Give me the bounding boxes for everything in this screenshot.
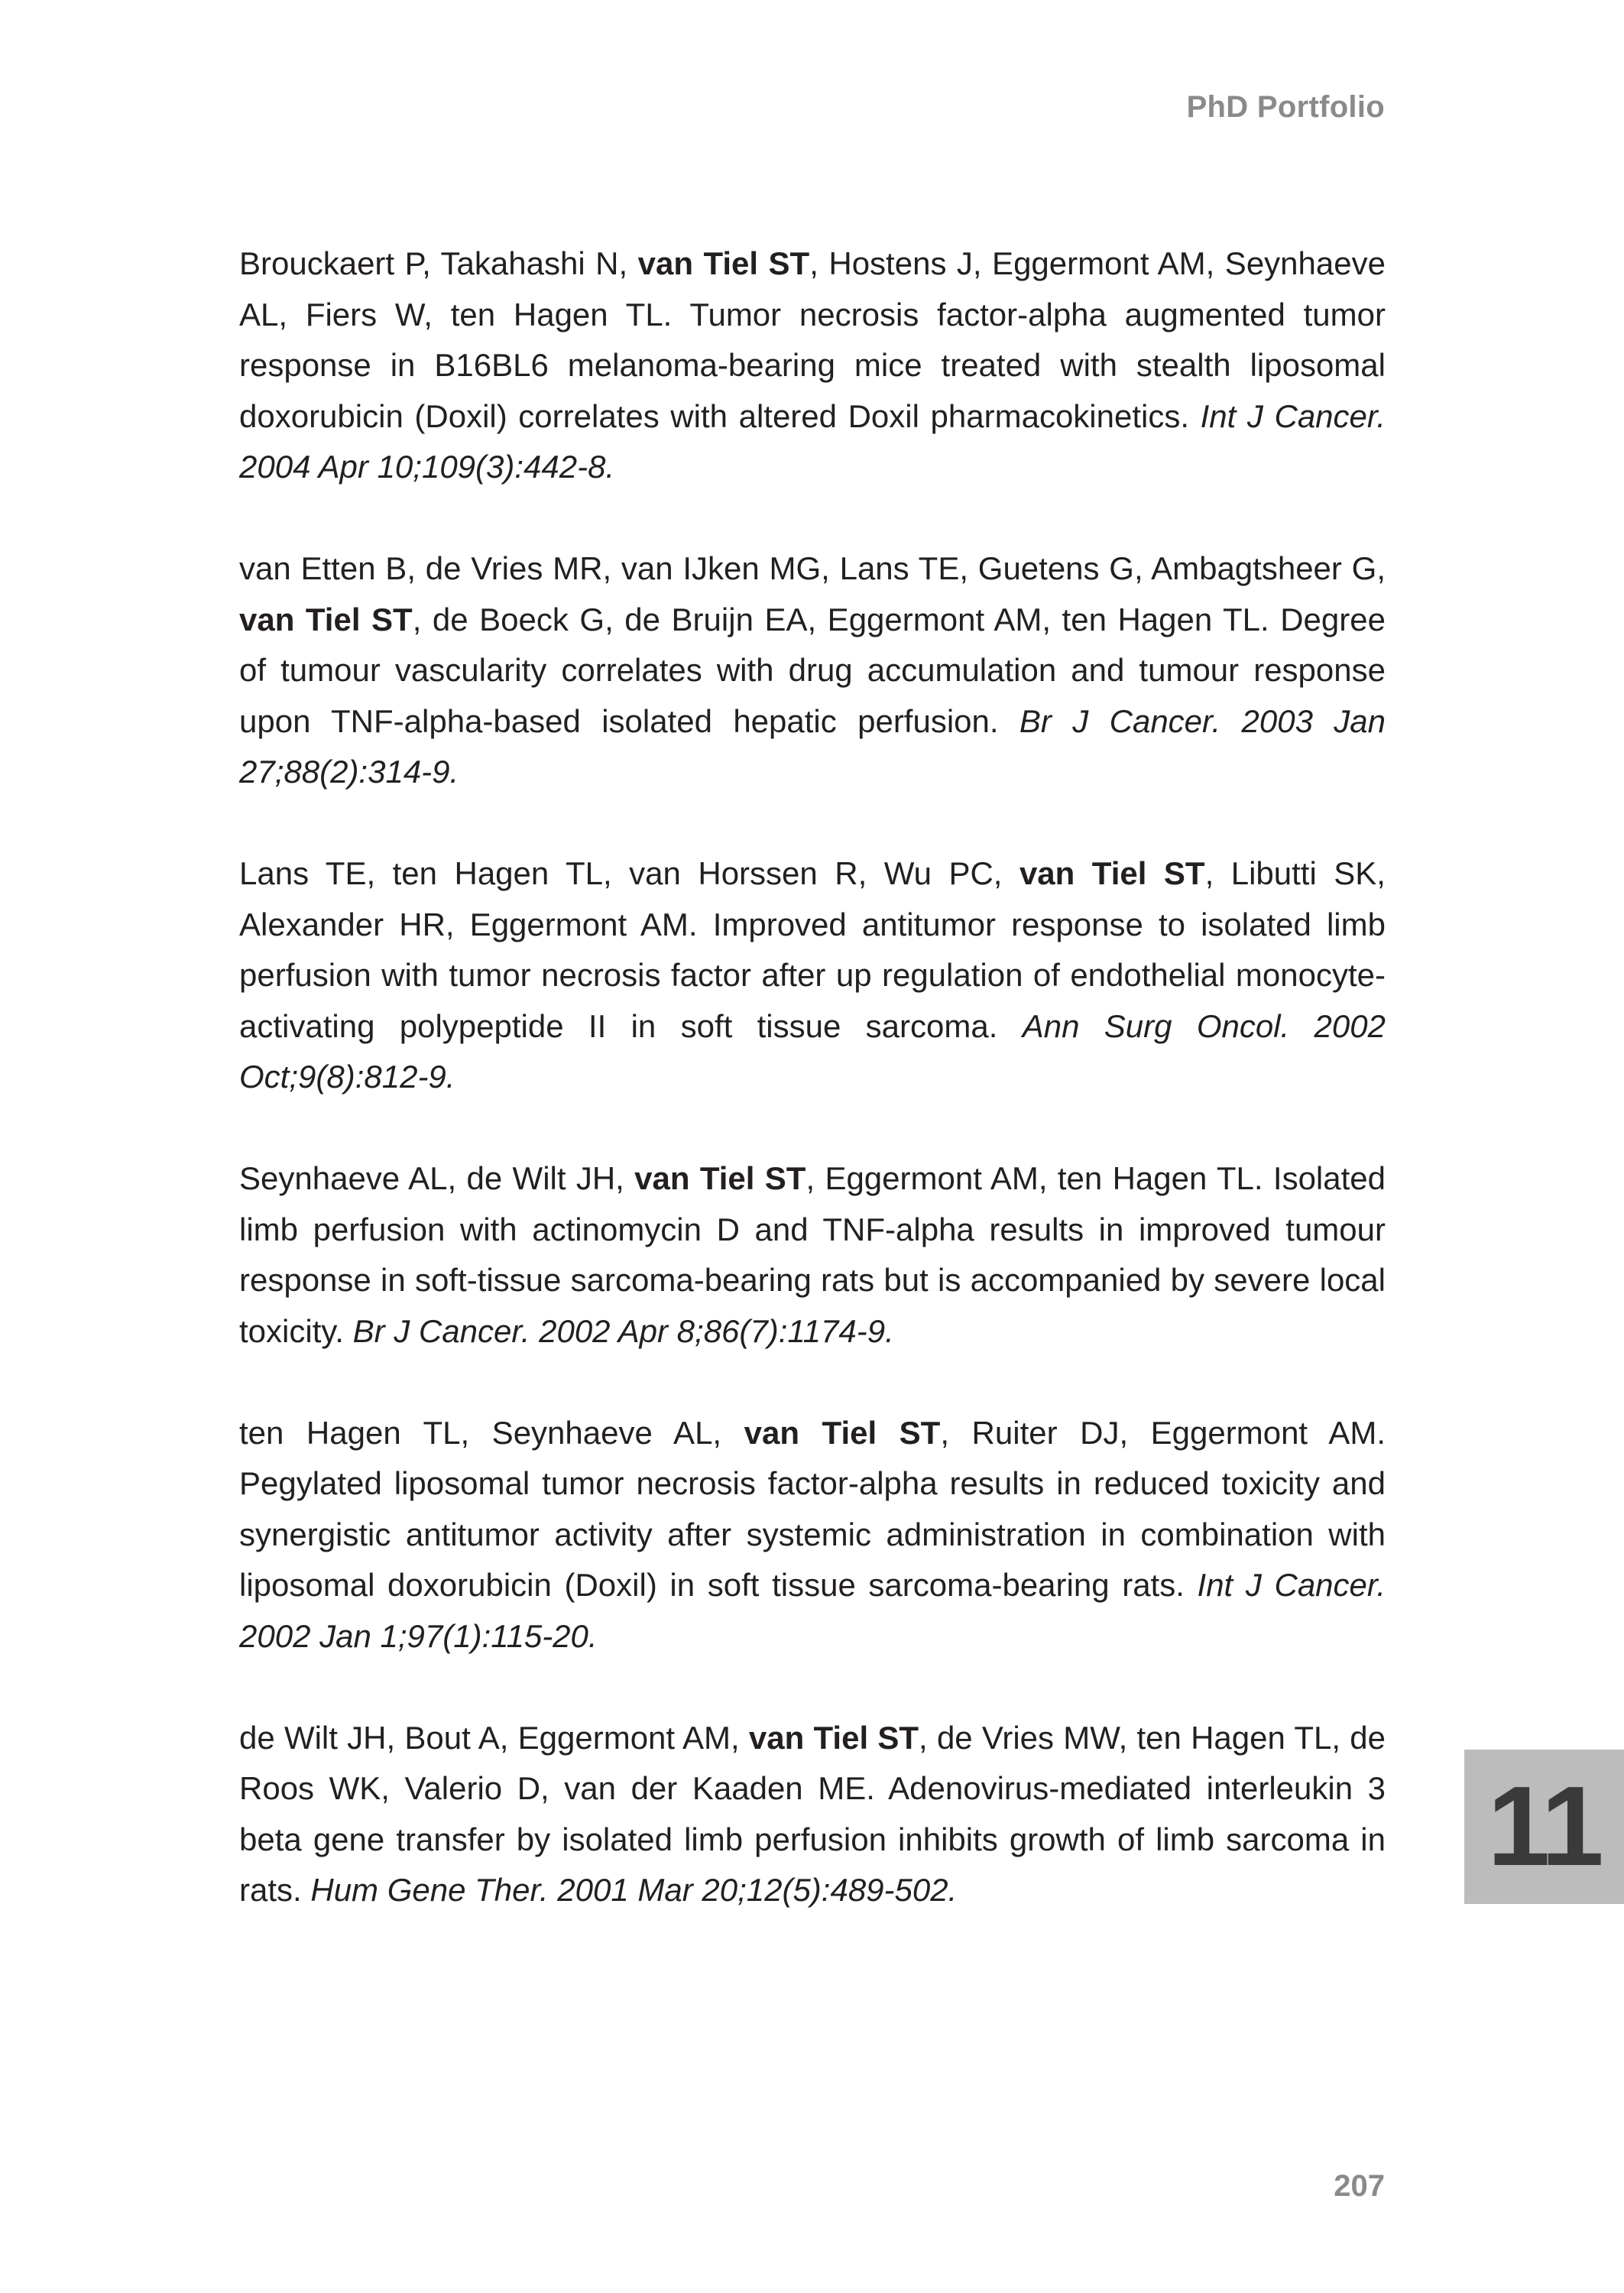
reference-text: , de Vries MW, ten Hagen TL, de Roos WK, Valerio D, van der Kaaden ME. Adenovirus-mediated interleukin 3 beta gene transfer by isolated limb perfusion inhibits growth of limb sarcoma in rats.	[239, 1719, 1386, 1908]
reference-citation: Ann Surg Oncol. 2002 Oct;9(8):812-9.	[239, 1007, 1386, 1095]
reference-item	[239, 543, 1386, 798]
reference-citation: Br J Cancer. 2003 Jan 27;88(2):314-9.	[239, 702, 1386, 790]
reference-citation: Br J Cancer. 2002 Apr 8;86(7):1174-9.	[352, 1312, 894, 1349]
reference-authors-before: de Wilt JH, Bout A, Eggermont AM,	[239, 1719, 749, 1756]
reference-authors-before: Seynhaeve AL, de Wilt JH,	[239, 1160, 635, 1196]
page-number: 207	[1334, 2169, 1385, 2203]
reference-text: , Ruiter DJ, Eggermont AM. Pegylated liposomal tumor necrosis factor-alpha results in reduced toxicity and synergistic antitumor activity after systemic administration in combination with liposomal doxorubicin (Doxil) in soft tissue sarcoma-bearing rats.	[239, 1414, 1386, 1603]
reference-text: , Eggermont AM, ten Hagen TL. Isolated limb perfusion with actinomycin D and TNF-alpha results in improved tumour response in soft-tissue sarcoma-bearing rats but is accompanied by severe local toxicity.	[239, 1160, 1386, 1349]
reference-text: , de Boeck G, de Bruijn EA, Eggermont AM, ten Hagen TL. Degree of tumour vascularity correlates with drug accumulation and tumour response upon TNF-alpha-based isolated hepatic perfusion.	[239, 601, 1386, 739]
highlighted-author: van Tiel ST	[239, 601, 413, 637]
reference-text: , Hostens J, Eggermont AM, Seynhaeve AL, Fiers W, ten Hagen TL. Tumor necrosis factor-alpha augmented tumor response in B16BL6 melanoma-bearing mice treated with stealth liposomal doxorubicin (Doxil) correlates with altered Doxil pharmacokinetics.	[239, 245, 1386, 434]
running-header: PhD Portfolio	[1186, 90, 1385, 124]
highlighted-author: van Tiel ST	[634, 1160, 806, 1196]
reference-item	[239, 238, 1386, 493]
reference-citation: Hum Gene Ther. 2001 Mar 20;12(5):489-502.	[310, 1872, 958, 1908]
highlighted-author: van Tiel ST	[748, 1719, 919, 1756]
reference-authors-before: Lans TE, ten Hagen TL, van Horssen R, Wu PC,	[239, 855, 1019, 891]
chapter-tab	[1464, 1750, 1624, 1904]
highlighted-author: van Tiel ST	[744, 1414, 941, 1451]
highlighted-author: van Tiel ST	[1019, 855, 1205, 891]
reference-authors-before: ten Hagen TL, Seynhaeve AL,	[239, 1414, 744, 1451]
reference-citation: Int J Cancer. 2002 Jan 1;97(1):115-20.	[239, 1567, 1386, 1654]
reference-item	[239, 1408, 1386, 1662]
chapter-number: 11	[1487, 1763, 1601, 1889]
reference-text: , Libutti SK, Alexander HR, Eggermont AM. Improved antitumor response to isolated limb perfusion with tumor necrosis factor after up regulation of endothelial monocyte-activating polypeptide II in soft tissue sarcoma.	[239, 855, 1386, 1044]
reference-authors-before: van Etten B, de Vries MR, van IJken MG, Lans TE, Guetens G, Ambagtsheer G,	[239, 550, 1386, 586]
reference-item	[239, 1153, 1386, 1357]
reference-item	[239, 1713, 1386, 1916]
reference-authors-before: Brouckaert P, Takahashi N,	[239, 245, 638, 281]
reference-item	[239, 848, 1386, 1103]
reference-list	[239, 238, 1386, 1967]
reference-citation: Int J Cancer. 2004 Apr 10;109(3):442-8.	[239, 397, 1386, 485]
highlighted-author: van Tiel ST	[637, 245, 810, 281]
